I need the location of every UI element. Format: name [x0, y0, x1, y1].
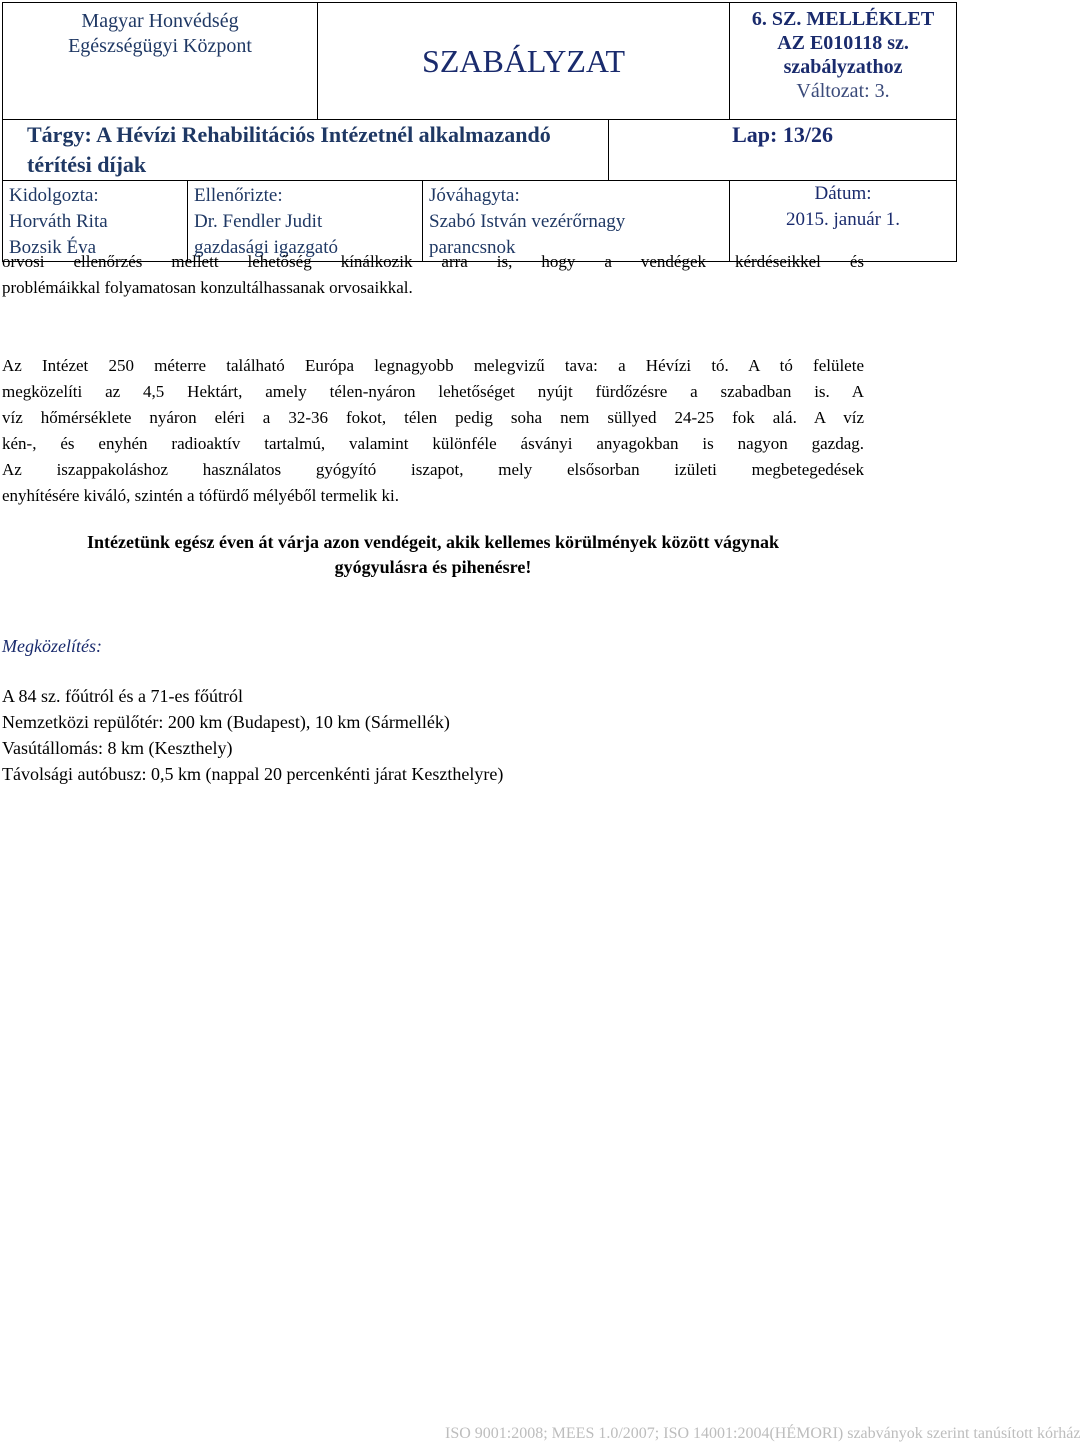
- document-header: [2, 2, 957, 262]
- annex-line: 6. SZ. MELLÉKLET: [751, 8, 935, 30]
- annex-line: AZ E010118 sz.: [777, 32, 909, 54]
- date-value: 2015. január 1.: [786, 209, 901, 230]
- organization-cell: [3, 3, 318, 120]
- version: Változat: 3.: [796, 80, 890, 102]
- checked-name: Dr. Fendler Judit: [194, 211, 323, 232]
- organization-line: Magyar Honvédség: [81, 10, 239, 32]
- highlight-statement: [0, 530, 866, 580]
- organization-line: Egészségügyi Központ: [68, 35, 252, 57]
- prepared-name: Bozsik Éva: [9, 237, 97, 258]
- annex-cell: [730, 3, 957, 120]
- approved-role: parancsnok: [429, 237, 516, 258]
- text-line: Az iszappakoláshoz használatos gyógyító iszapot, mely elsősorban izületi megbetegedések: [2, 460, 864, 479]
- subject-cell: [3, 120, 609, 181]
- access-item: Vasútállomás: 8 km (Keszthely): [2, 738, 233, 758]
- access-item: Nemzetközi repülőtér: 200 km (Budapest), 10 km (Sármellék): [2, 712, 450, 732]
- text-line: megközelíti az 4,5 Hektárt, amely télen-nyáron lehetőséget nyújt fürdőzésre a szabadban is. A: [2, 382, 864, 401]
- subject-label: Tárgy:: [27, 122, 92, 147]
- text-line: víz hőmérséklete nyáron eléri a 32-36 fokot, télen pedig soha nem süllyed 24-25 fok alá. A víz: [2, 408, 864, 427]
- paragraph-medical: [2, 249, 864, 301]
- access-heading: Megközelítés:: [2, 636, 102, 656]
- certification-footer: ISO 9001:2008; MEES 1.0/2007; ISO 14001:2004(HÉMORI) szabványok szerint tanúsított kórház: [445, 1425, 1081, 1442]
- approved-name: Szabó István vezérőrnagy: [429, 211, 626, 232]
- text-line: Az Intézet 250 méterre található Európa legnagyobb melegvizű tava: a Hévízi tó. A tó felülete: [2, 356, 864, 375]
- highlight-line: gyógyulásra és pihenésre!: [334, 557, 532, 577]
- annex-line: szabályzathoz: [783, 56, 903, 78]
- access-list: [2, 683, 503, 787]
- highlight-line: Intézetünk egész éven át várja azon vendégeit, akik kellemes körülmények között vágynak: [87, 532, 779, 552]
- paragraph-lake: [2, 353, 864, 509]
- checked-label: Ellenőrizte:: [194, 185, 283, 206]
- access-item: A 84 sz. főútról és a 71-es főútról: [2, 686, 243, 706]
- page-number: Lap: 13/26: [609, 120, 957, 181]
- checked-role: gazdasági igazgató: [194, 237, 339, 258]
- subject: A Hévízi Rehabilitációs Intézetnél alkalmazandó térítési díjak: [27, 122, 551, 177]
- text-line: orvosi ellenőrzés mellett lehetőség kínálkozik arra is, hogy a vendégek kérdéseikkel és: [2, 252, 864, 271]
- prepared-label: Kidolgozta:: [9, 185, 99, 206]
- access-item: Távolsági autóbusz: 0,5 km (nappal 20 percenkénti járat Keszthelyre): [2, 764, 504, 784]
- date-label: Dátum:: [814, 183, 872, 204]
- text-line: enyhítésére kiváló, szintén a tófürdő mélyéből termelik ki.: [2, 486, 400, 505]
- text-line: kén-, és enyhén radioaktív tartalmú, valamint különféle ásványi anyagokban is nagyon gazdag.: [2, 434, 864, 453]
- prepared-name: Horváth Rita: [9, 211, 108, 232]
- document-title: SZABÁLYZAT: [318, 3, 730, 120]
- text-line: problémáikkal folyamatosan konzultálhassanak orvosaikkal.: [2, 278, 413, 297]
- approved-label: Jóváhagyta:: [429, 185, 520, 206]
